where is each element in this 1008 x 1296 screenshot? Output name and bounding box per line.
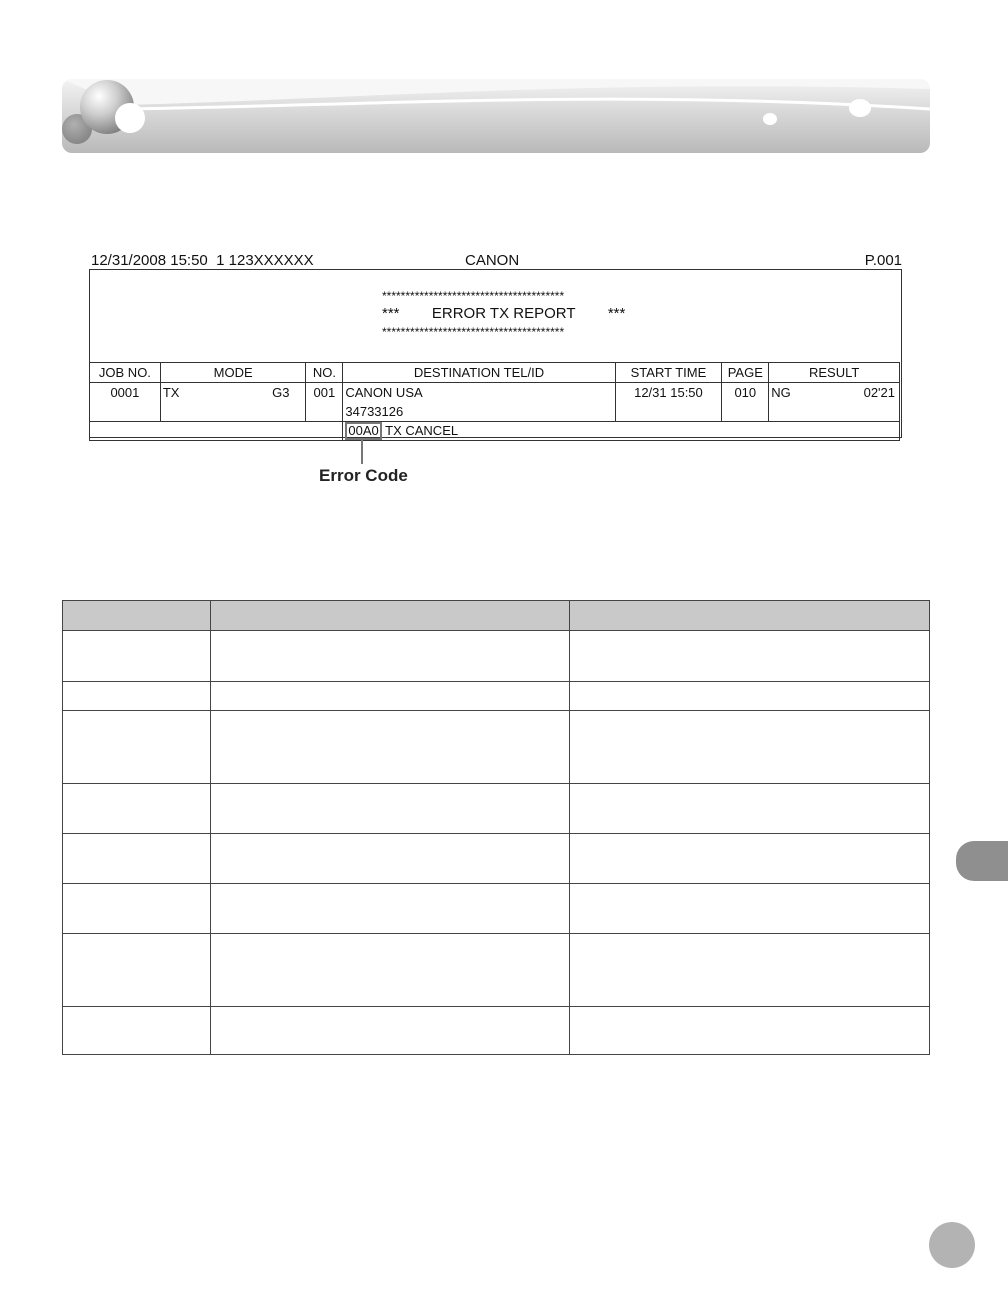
codes-cell [63, 631, 211, 682]
codes-header-row [63, 601, 930, 631]
destination-name: CANON USA [345, 385, 423, 400]
codes-cell [211, 631, 570, 682]
codes-cell [63, 682, 211, 711]
col-job-no: JOB NO. [90, 363, 161, 383]
codes-cell [211, 682, 570, 711]
report-stars-top: *************************************** [382, 289, 565, 303]
col-result: RESULT [769, 363, 900, 383]
codes-row [63, 834, 930, 884]
codes-row [63, 934, 930, 1007]
error-row-spacer [90, 422, 343, 441]
col-destination: DESTINATION TEL/ID [343, 363, 615, 383]
report-header-row [90, 363, 900, 383]
report-title: ERROR TX REPORT [431, 305, 576, 322]
codes-row [63, 784, 930, 834]
cell-job-no: 0001 [90, 383, 161, 422]
codes-cell [570, 631, 930, 682]
report-datetime: 12/31/2008 15:50 [91, 252, 208, 269]
col-mode: MODE [160, 363, 306, 383]
banner-wave [62, 79, 930, 153]
decor-ball-white [115, 103, 145, 133]
cell-no: 001 [306, 383, 343, 422]
error-codes-table [62, 600, 930, 1055]
result-duration: 02'21 [863, 385, 895, 400]
report-datetime-line [91, 252, 314, 269]
report-data-row [90, 383, 900, 422]
error-code-callout-label: Error Code [319, 466, 408, 485]
codes-cell [570, 711, 930, 784]
report-error-row [90, 422, 900, 441]
codes-cell [570, 1007, 930, 1055]
codes-cell [211, 834, 570, 884]
report-title-stars-right: *** [607, 305, 626, 322]
codes-cell [570, 784, 930, 834]
report-sender-name: CANON [465, 252, 520, 269]
report-page-number: P.001 [864, 252, 902, 269]
cell-destination [343, 383, 615, 422]
error-code-text: TX CANCEL [385, 423, 459, 438]
codes-row [63, 711, 930, 784]
cell-page: 010 [722, 383, 769, 422]
codes-cell [63, 784, 211, 834]
destination-tel: 34733126 [345, 404, 404, 419]
codes-cell [63, 884, 211, 934]
codes-cell [570, 834, 930, 884]
codes-cell [570, 682, 930, 711]
codes-cell [211, 934, 570, 1007]
codes-row [63, 884, 930, 934]
codes-cell [211, 711, 570, 784]
codes-header-cell [63, 601, 211, 631]
codes-cell [211, 884, 570, 934]
report-table [89, 362, 900, 441]
mode-value: TX [162, 385, 180, 400]
codes-cell [570, 884, 930, 934]
report-title-stars-left: *** [382, 305, 400, 322]
codes-row [63, 631, 930, 682]
codes-row [63, 682, 930, 711]
error-tx-report-sample [89, 269, 902, 438]
error-code-callout-line [361, 438, 363, 464]
decor-dot [849, 99, 871, 117]
report-fax-line: 1 123XXXXXX [216, 252, 314, 269]
codes-cell [63, 834, 211, 884]
codes-cell [63, 1007, 211, 1055]
page-number-circle [929, 1222, 975, 1268]
decor-dot [763, 113, 777, 125]
col-page: PAGE [722, 363, 769, 383]
header-banner [62, 79, 930, 153]
report-title-row [382, 305, 625, 322]
codes-cell [211, 784, 570, 834]
codes-cell [63, 711, 211, 784]
codes-cell [211, 1007, 570, 1055]
codes-header-cell [570, 601, 930, 631]
codes-cell [570, 934, 930, 1007]
codes-row [63, 1007, 930, 1055]
result-value: NG [771, 385, 791, 400]
codes-cell [63, 934, 211, 1007]
error-row-detail [343, 422, 900, 441]
error-code-value: 00A0 [345, 422, 381, 440]
cell-result [769, 383, 900, 422]
cell-start-time: 12/31 15:50 [615, 383, 722, 422]
col-no: NO. [306, 363, 343, 383]
codes-header-cell [211, 601, 570, 631]
col-start-time: START TIME [615, 363, 722, 383]
mode-type: G3 [272, 385, 290, 400]
chapter-tab-marker [956, 841, 1008, 881]
report-stars-bottom: *************************************** [382, 325, 565, 339]
cell-mode [160, 383, 306, 422]
